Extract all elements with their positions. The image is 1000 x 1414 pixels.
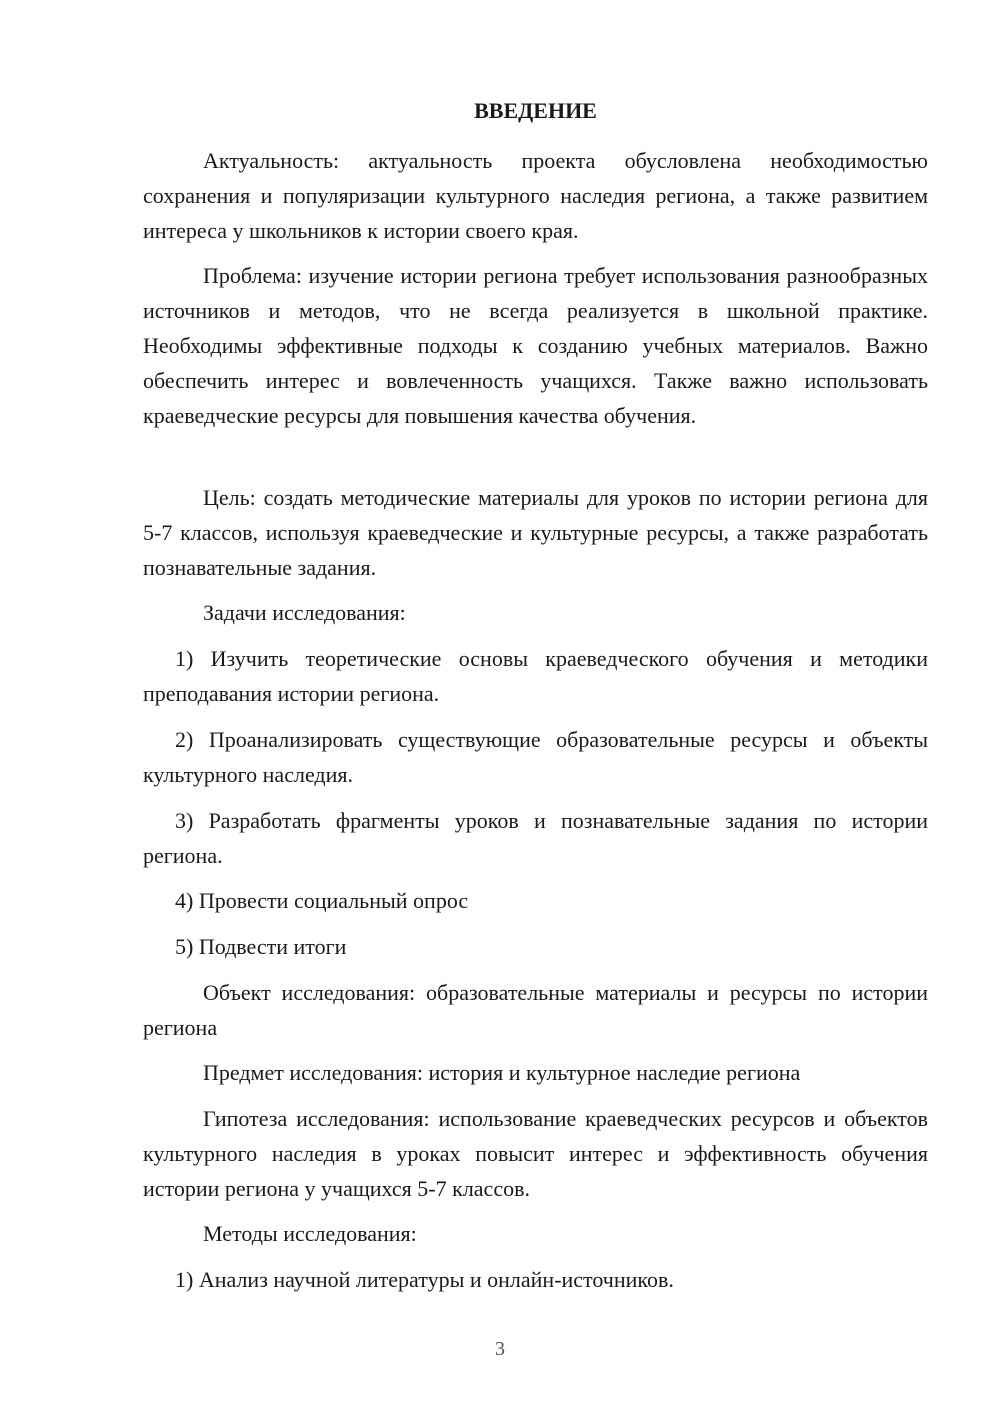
methods-heading: Методы исследования: bbox=[203, 1221, 417, 1246]
method-item-1: 1) Анализ научной литературы и онлайн-источников. bbox=[175, 1267, 674, 1292]
page-title: ВВЕДЕНИЕ bbox=[474, 98, 597, 123]
task-item-5: 5) Подвести итоги bbox=[175, 934, 347, 959]
tasks-heading: Задачи исследования: bbox=[203, 600, 406, 625]
hypothesis-paragraph: Гипотеза исследования: использование краеведческих ресурсов и объектов культурного наследия в уроках повысит интерес и эффективность обучения истории региона у учащихся 5-7 классов. bbox=[143, 1106, 928, 1201]
subject-paragraph: Предмет исследования: история и культурное наследие региона bbox=[203, 1060, 801, 1085]
problem-paragraph: Проблема: изучение истории региона требует использования разнообразных источников и методов, что не всегда реализуется в школьной практике. Необходимы эффективные подходы к созданию учебных материалов. Важно обеспечить интерес и вовлеченность учащихся. Также важно использовать краеведческие ресурсы для повышения качества обучения. bbox=[143, 263, 928, 428]
object-paragraph: Объект исследования: образовательные материалы и ресурсы по истории региона bbox=[143, 980, 928, 1040]
task-item-4: 4) Провести социальный опрос bbox=[175, 888, 469, 913]
task-item-1: 1) Изучить теоретические основы краеведческого обучения и методики преподавания истории региона. bbox=[143, 646, 928, 706]
task-item-3: 3) Разработать фрагменты уроков и познавательные задания по истории региона. bbox=[143, 808, 928, 868]
goal-paragraph: Цель: создать методические материалы для уроков по истории региона для 5-7 классов, используя краеведческие и культурные ресурсы, а также разработать познавательные задания. bbox=[143, 485, 928, 580]
page-number: 3 bbox=[495, 1338, 505, 1360]
relevance-paragraph: Актуальность: актуальность проекта обусловлена необходимостью сохранения и популяризации культурного наследия региона, а также развитием интереса у школьников к истории своего края. bbox=[143, 148, 928, 243]
task-item-2: 2) Проанализировать существующие образовательные ресурсы и объекты культурного наследия. bbox=[143, 727, 928, 787]
